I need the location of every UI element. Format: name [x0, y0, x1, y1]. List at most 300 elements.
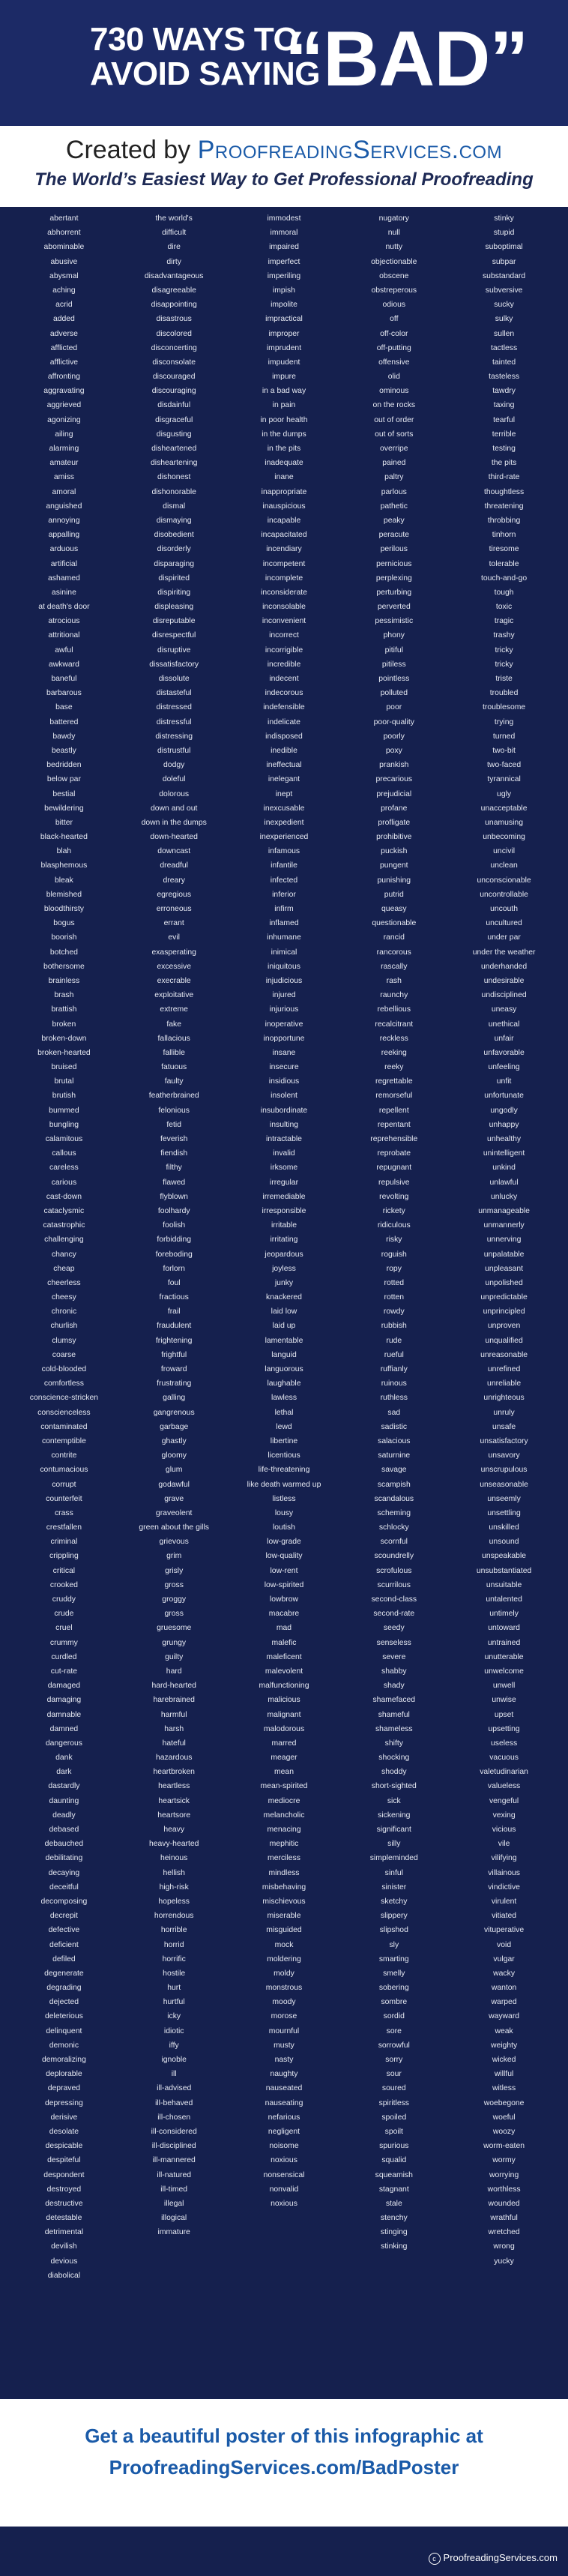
- word-item: dissatisfactory: [149, 660, 199, 669]
- word-item: perturbing: [376, 588, 412, 597]
- word-item: decomposing: [40, 1897, 88, 1906]
- word-item: useless: [490, 1739, 518, 1748]
- word-item: tolerable: [489, 559, 519, 568]
- word-item: poorly: [383, 732, 405, 741]
- word-item: suboptimal: [485, 243, 523, 252]
- word-item: dejected: [49, 1998, 79, 2007]
- word-item: scornful: [380, 1538, 408, 1547]
- word-item: virulent: [491, 1897, 517, 1906]
- word-item: warped: [491, 1998, 517, 2007]
- word-item: trashy: [493, 631, 515, 640]
- word-item: shamefaced: [372, 1696, 416, 1705]
- word-item: corrupt: [52, 1480, 76, 1489]
- word-item: exasperating: [151, 948, 196, 957]
- word-item: prejudicial: [376, 789, 412, 798]
- word-item: unsound: [489, 1538, 519, 1547]
- word-item: aggrieved: [46, 401, 82, 410]
- word-item: froward: [160, 1365, 187, 1373]
- word-item: crippling: [49, 1552, 79, 1561]
- word-item: gangrenous: [153, 1408, 195, 1417]
- word-item: mischievous: [262, 1897, 306, 1906]
- word-item: tough: [494, 588, 514, 597]
- word-item: joyless: [272, 1264, 296, 1273]
- word-item: unspeakable: [482, 1552, 527, 1561]
- word-item: downcast: [157, 847, 191, 856]
- word-item: scoundrelly: [374, 1552, 414, 1561]
- word-item: bestial: [52, 789, 76, 798]
- word-item: remorseful: [375, 1092, 413, 1101]
- word-item: significant: [376, 1826, 411, 1834]
- word-item: foolish: [163, 1221, 186, 1230]
- word-item: third-rate: [488, 473, 520, 482]
- word-item: fake: [166, 1020, 182, 1029]
- word-item: valueless: [487, 1782, 521, 1791]
- word-item: graveolent: [155, 1508, 193, 1517]
- word-item: malevolent: [265, 1667, 303, 1676]
- word-item: immature: [157, 2228, 190, 2237]
- word-item: contaminated: [40, 1422, 88, 1431]
- word-item: unethical: [488, 1020, 520, 1029]
- word-item: paltry: [384, 473, 404, 482]
- word-item: defiled: [52, 1954, 76, 1963]
- word-item: barbarous: [46, 689, 82, 698]
- created-by-line: [0, 135, 568, 165]
- word-item: spoilt: [384, 2127, 403, 2136]
- word-item: inhumane: [267, 933, 301, 942]
- word-item: squeamish: [375, 2170, 413, 2179]
- word-item: under the weather: [472, 948, 536, 957]
- word-item: melancholic: [263, 1811, 305, 1820]
- word-item: obstreperous: [371, 286, 417, 295]
- word-item: rash: [386, 976, 402, 985]
- word-item: hostile: [163, 1969, 186, 1978]
- word-item: despondent: [43, 2170, 85, 2179]
- word-item: unsavory: [488, 1451, 520, 1460]
- word-item: guilty: [165, 1652, 184, 1661]
- word-item: ill-natured: [157, 2170, 192, 2179]
- word-item: deleterious: [44, 2012, 83, 2021]
- word-item: pathetic: [380, 502, 408, 511]
- word-item: infirm: [274, 905, 294, 913]
- word-item: unsubstantiated: [476, 1566, 532, 1575]
- word-item: impudent: [268, 358, 300, 367]
- word-item: meager: [271, 1754, 297, 1763]
- word-item: lawless: [271, 1394, 297, 1403]
- word-item: fetid: [166, 1120, 182, 1129]
- word-item: unpleasant: [485, 1264, 523, 1273]
- word-item: asinine: [51, 588, 76, 597]
- word-item: poxy: [385, 746, 402, 755]
- word-item: precarious: [375, 775, 413, 784]
- word-item: languid: [271, 1350, 297, 1359]
- word-item: nonvalid: [269, 2185, 299, 2194]
- word-item: exploitative: [154, 991, 194, 1000]
- word-item: pitiless: [381, 660, 406, 669]
- word-item: unfair: [494, 1034, 514, 1043]
- word-item: low-quality: [265, 1552, 303, 1561]
- word-item: parlous: [381, 487, 407, 496]
- word-item: damned: [49, 1724, 79, 1733]
- word-item: lousy: [274, 1508, 294, 1517]
- word-item: senseless: [376, 1638, 411, 1647]
- word-item: noisome: [269, 2142, 299, 2151]
- word-item: uncouth: [490, 905, 519, 913]
- word-item: insubordinate: [260, 1106, 308, 1115]
- word-item: sobering: [378, 1984, 409, 1993]
- word-item: negligent: [268, 2127, 300, 2136]
- word-item: sullen: [494, 329, 515, 338]
- word-item: second-class: [371, 1595, 417, 1604]
- word-item: faulty: [164, 1077, 184, 1086]
- word-item: gruesome: [157, 1624, 192, 1633]
- word-item: mephitic: [269, 1840, 299, 1849]
- word-item: unproven: [487, 1322, 521, 1331]
- word-item: frustrating: [157, 1379, 192, 1388]
- word-item: sinful: [384, 1868, 403, 1877]
- word-item: catastrophic: [43, 1221, 85, 1230]
- word-item: repugnant: [376, 1164, 412, 1173]
- word-item: hateful: [162, 1739, 186, 1748]
- word-item: unkind: [492, 1164, 516, 1173]
- word-item: shady: [383, 1682, 405, 1691]
- word-item: sly: [389, 1940, 399, 1949]
- word-item: malicious: [268, 1696, 300, 1705]
- word-item: unpredictable: [480, 1293, 528, 1302]
- word-item: blasphemous: [40, 861, 88, 870]
- word-item: ruffianly: [380, 1365, 408, 1373]
- word-item: the world's: [155, 214, 193, 223]
- word-item: execrable: [157, 976, 191, 985]
- title-big-word: “BAD”: [285, 16, 528, 103]
- word-item: sordid: [383, 2012, 405, 2021]
- word-item: disdainful: [157, 401, 191, 410]
- word-item: toxic: [495, 603, 513, 612]
- word-item: ridiculous: [377, 1221, 411, 1230]
- word-item: impolite: [271, 301, 297, 310]
- word-item: phony: [383, 631, 405, 640]
- word-item: marred: [271, 1739, 297, 1748]
- word-item: despiteful: [47, 2156, 81, 2165]
- word-item: unintelligent: [483, 1149, 525, 1158]
- word-item: unlucky: [490, 1192, 518, 1201]
- word-item: in a bad way: [262, 387, 306, 396]
- word-item: rascally: [381, 962, 408, 971]
- word-item: wrathful: [490, 2214, 518, 2223]
- word-item: undisciplined: [481, 991, 527, 1000]
- word-item: cheerless: [47, 1278, 81, 1287]
- word-item: unreasonable: [480, 1350, 528, 1359]
- word-item: abertant: [49, 214, 79, 223]
- word-item: rowdy: [383, 1307, 405, 1316]
- word-item: depressing: [44, 2098, 83, 2107]
- word-item: frightful: [161, 1350, 187, 1359]
- word-item: frightening: [155, 1336, 193, 1345]
- word-item: woozy: [492, 2127, 516, 2136]
- word-item: mediocre: [268, 1796, 300, 1805]
- word-item: blemished: [46, 890, 82, 899]
- word-item: stenchy: [380, 2214, 408, 2223]
- word-item: cast-down: [46, 1192, 82, 1201]
- word-item: simpleminded: [369, 1854, 418, 1863]
- word-item: boorish: [51, 933, 77, 942]
- word-item: disobedient: [154, 531, 194, 540]
- word-item: tricky: [495, 645, 513, 654]
- word-item: bawdy: [52, 732, 76, 741]
- word-item: sorrowful: [378, 2041, 410, 2050]
- word-item: valetudinarian: [480, 1768, 528, 1777]
- word-item: woeful: [492, 2113, 516, 2122]
- word-item: fallacious: [157, 1034, 190, 1043]
- word-item: void: [497, 1940, 512, 1949]
- word-item: idiotic: [163, 2026, 184, 2035]
- word-item: debilitating: [45, 1854, 83, 1863]
- word-item: short-sighted: [371, 1782, 417, 1791]
- word-item: heartless: [158, 1782, 190, 1791]
- word-item: in the dumps: [262, 430, 306, 439]
- word-item: sad: [387, 1408, 401, 1417]
- word-item: injurious: [269, 1005, 299, 1014]
- tagline: The World’s Easiest Way to Get Professional Proofreading: [34, 169, 534, 190]
- word-item: vitiated: [492, 1912, 517, 1921]
- word-item: unpalatable: [483, 1250, 525, 1259]
- word-item: low-rent: [270, 1566, 298, 1575]
- word-item: delinquent: [46, 2026, 82, 2035]
- word-item: distasteful: [156, 689, 192, 698]
- word-item: distressful: [156, 717, 192, 726]
- word-item: unscrupulous: [480, 1466, 528, 1475]
- word-item: tinhorn: [492, 531, 516, 540]
- word-item: uneasy: [491, 1005, 517, 1014]
- word-item: villainous: [488, 1868, 520, 1877]
- word-item: like death warmed up: [247, 1480, 321, 1489]
- word-item: raunchy: [380, 991, 408, 1000]
- word-item: scrofulous: [376, 1566, 412, 1575]
- word-item: woebegone: [483, 2098, 525, 2107]
- word-item: laid low: [271, 1307, 297, 1316]
- word-item: naughty: [270, 2070, 298, 2079]
- word-item: contumacious: [40, 1466, 88, 1475]
- word-item: rancorous: [376, 948, 411, 957]
- word-item: anguished: [46, 502, 82, 511]
- word-item: unwise: [492, 1696, 516, 1705]
- word-item: sickening: [378, 1811, 411, 1820]
- word-item: lowbrow: [269, 1595, 299, 1604]
- word-item: malfunctioning: [259, 1682, 309, 1691]
- word-item: spoiled: [381, 2113, 407, 2122]
- word-item: desolate: [49, 2127, 79, 2136]
- word-item: monstrous: [265, 1984, 303, 1993]
- word-item: poor: [386, 703, 402, 712]
- word-item: shabby: [381, 1667, 407, 1676]
- word-item: ungodly: [490, 1106, 518, 1115]
- word-item: unrefined: [487, 1365, 521, 1373]
- word-item: dismaying: [156, 516, 192, 525]
- word-item: ailing: [55, 430, 73, 439]
- word-item: brainless: [48, 976, 80, 985]
- poster-link[interactable]: ProofreadingServices.com/BadPoster: [109, 2456, 459, 2479]
- word-item: fraudulent: [157, 1322, 192, 1331]
- word-item: shoddy: [381, 1768, 407, 1777]
- word-item: crass: [54, 1508, 73, 1517]
- brand-link[interactable]: ProofreadingServices.com: [197, 136, 503, 164]
- word-item: rueful: [384, 1350, 404, 1359]
- word-item: disheartened: [151, 445, 197, 453]
- word-item: bedridden: [46, 761, 82, 770]
- word-item: inconvenient: [262, 617, 306, 626]
- word-item: dire: [167, 243, 181, 252]
- word-item: mournful: [268, 2026, 300, 2035]
- word-item: ignoble: [161, 2056, 187, 2064]
- word-item: sketchy: [381, 1897, 408, 1906]
- word-item: turned: [492, 732, 516, 741]
- copyright-icon: c: [429, 2553, 441, 2565]
- word-item: immoral: [270, 229, 298, 238]
- word-item: diabolical: [47, 2271, 81, 2280]
- word-item: unamusing: [485, 818, 523, 827]
- word-item: featherbrained: [148, 1092, 199, 1101]
- word-item: noxious: [271, 2156, 297, 2165]
- word-item: wacky: [493, 1969, 516, 1978]
- word-item: unseasonable: [480, 1480, 528, 1489]
- word-item: silly: [387, 1840, 401, 1849]
- word-item: undesirable: [483, 976, 525, 985]
- word-item: reprobate: [377, 1149, 411, 1158]
- word-item: incendiary: [266, 545, 302, 554]
- word-item: cruel: [55, 1624, 73, 1633]
- word-item: devious: [50, 2257, 78, 2266]
- word-item: atrocious: [48, 617, 80, 626]
- word-item: unsatisfactory: [480, 1436, 528, 1445]
- word-item: irritable: [271, 1221, 297, 1230]
- word-item: fractious: [159, 1293, 189, 1302]
- word-item: irresponsible: [262, 1206, 306, 1215]
- word-item: jeopardous: [265, 1250, 303, 1259]
- word-item: bungling: [49, 1120, 79, 1129]
- word-item: wayward: [489, 2012, 520, 2021]
- word-item: deceitful: [49, 1883, 79, 1892]
- word-item: callous: [52, 1149, 76, 1158]
- word-item: challenging: [44, 1236, 84, 1245]
- word-item: invalid: [273, 1149, 295, 1158]
- word-item: putrid: [384, 890, 404, 899]
- word-item: devilish: [51, 2242, 77, 2251]
- word-item: detestable: [46, 2214, 82, 2223]
- word-item: malefic: [271, 1638, 297, 1647]
- word-item: malignant: [267, 1710, 301, 1719]
- word-item: disadvantageous: [144, 271, 204, 280]
- word-item: taxing: [493, 401, 515, 410]
- word-item: fallible: [163, 1048, 185, 1057]
- word-item: improper: [268, 329, 300, 338]
- word-item: regrettable: [375, 1077, 413, 1086]
- word-item: inflamed: [269, 919, 299, 928]
- word-item: dispirited: [158, 574, 190, 583]
- word-item: unpolished: [485, 1278, 523, 1287]
- word-item: mean: [274, 1768, 294, 1777]
- word-item: morose: [271, 2012, 297, 2021]
- footer-cta: Get a beautiful poster of this infographic at: [85, 2425, 483, 2447]
- word-item: offensive: [378, 358, 410, 367]
- word-item: wounded: [488, 2199, 520, 2208]
- word-item: dolorous: [159, 789, 190, 798]
- word-item: horrid: [163, 1940, 184, 1949]
- word-item: affronting: [47, 373, 80, 382]
- word-item: disastrous: [156, 315, 192, 324]
- word-item: iffy: [169, 2041, 179, 2050]
- word-item: flawed: [163, 1178, 186, 1187]
- word-item: injured: [272, 991, 296, 1000]
- word-item: sulky: [495, 315, 513, 324]
- word-item: cheap: [53, 1264, 75, 1273]
- word-item: abhorrent: [47, 229, 81, 238]
- word-item: abominable: [43, 243, 85, 252]
- word-item: pitiful: [384, 645, 403, 654]
- word-item: disreputable: [152, 617, 196, 626]
- word-item: hurtful: [163, 1998, 185, 2007]
- word-item: distressed: [156, 703, 192, 712]
- word-item: heavy-hearted: [148, 1840, 199, 1849]
- word-item: troublesome: [482, 703, 526, 712]
- word-item: slippery: [380, 1912, 408, 1921]
- word-item: godawful: [158, 1480, 190, 1489]
- word-item: fiendish: [160, 1149, 188, 1158]
- word-item: incorrect: [269, 631, 299, 640]
- word-item: daunting: [49, 1796, 79, 1805]
- word-item: libertine: [270, 1436, 298, 1445]
- word-item: unqualified: [485, 1336, 523, 1345]
- word-item: perplexing: [375, 574, 412, 583]
- word-item: shocking: [378, 1754, 410, 1763]
- word-item: inimical: [271, 948, 297, 957]
- footer-banner: [0, 2399, 568, 2527]
- word-item: heavy: [163, 1826, 185, 1834]
- word-item: horrible: [160, 1926, 187, 1935]
- word-item: debased: [49, 1826, 79, 1834]
- word-item: misguided: [266, 1926, 302, 1935]
- word-item: glum: [165, 1466, 183, 1475]
- word-item: inoperative: [265, 1020, 303, 1029]
- word-item: erroneous: [156, 905, 192, 913]
- word-item: degenerate: [44, 1969, 84, 1978]
- word-item: in the pits: [267, 445, 301, 453]
- word-item: unruly: [493, 1408, 515, 1417]
- word-item: low-spirited: [264, 1580, 304, 1589]
- word-item: foolhardy: [157, 1206, 190, 1215]
- word-item: forlorn: [163, 1264, 185, 1273]
- word-item: added: [52, 315, 75, 324]
- word-item: distressing: [155, 732, 193, 741]
- word-item: unfavorable: [483, 1048, 525, 1057]
- word-item: alarming: [49, 445, 79, 453]
- word-item: saturnine: [378, 1451, 411, 1460]
- word-item: throbbing: [487, 516, 521, 525]
- word-item: ill: [171, 2070, 177, 2079]
- word-item: hard: [166, 1667, 182, 1676]
- word-item: hopeless: [158, 1897, 190, 1906]
- word-item: menacing: [267, 1826, 301, 1834]
- word-item: olid: [387, 373, 400, 382]
- word-item: chronic: [51, 1307, 77, 1316]
- word-item: inept: [275, 789, 293, 798]
- word-item: unsafe: [492, 1422, 516, 1431]
- word-item: second-rate: [373, 1610, 415, 1619]
- word-item: amateur: [49, 459, 79, 468]
- word-column: [339, 211, 449, 2392]
- word-item: adverse: [49, 329, 78, 338]
- word-item: worm-eaten: [483, 2142, 525, 2151]
- word-item: green about the gills: [139, 1523, 209, 1532]
- word-item: destroyed: [46, 2185, 82, 2194]
